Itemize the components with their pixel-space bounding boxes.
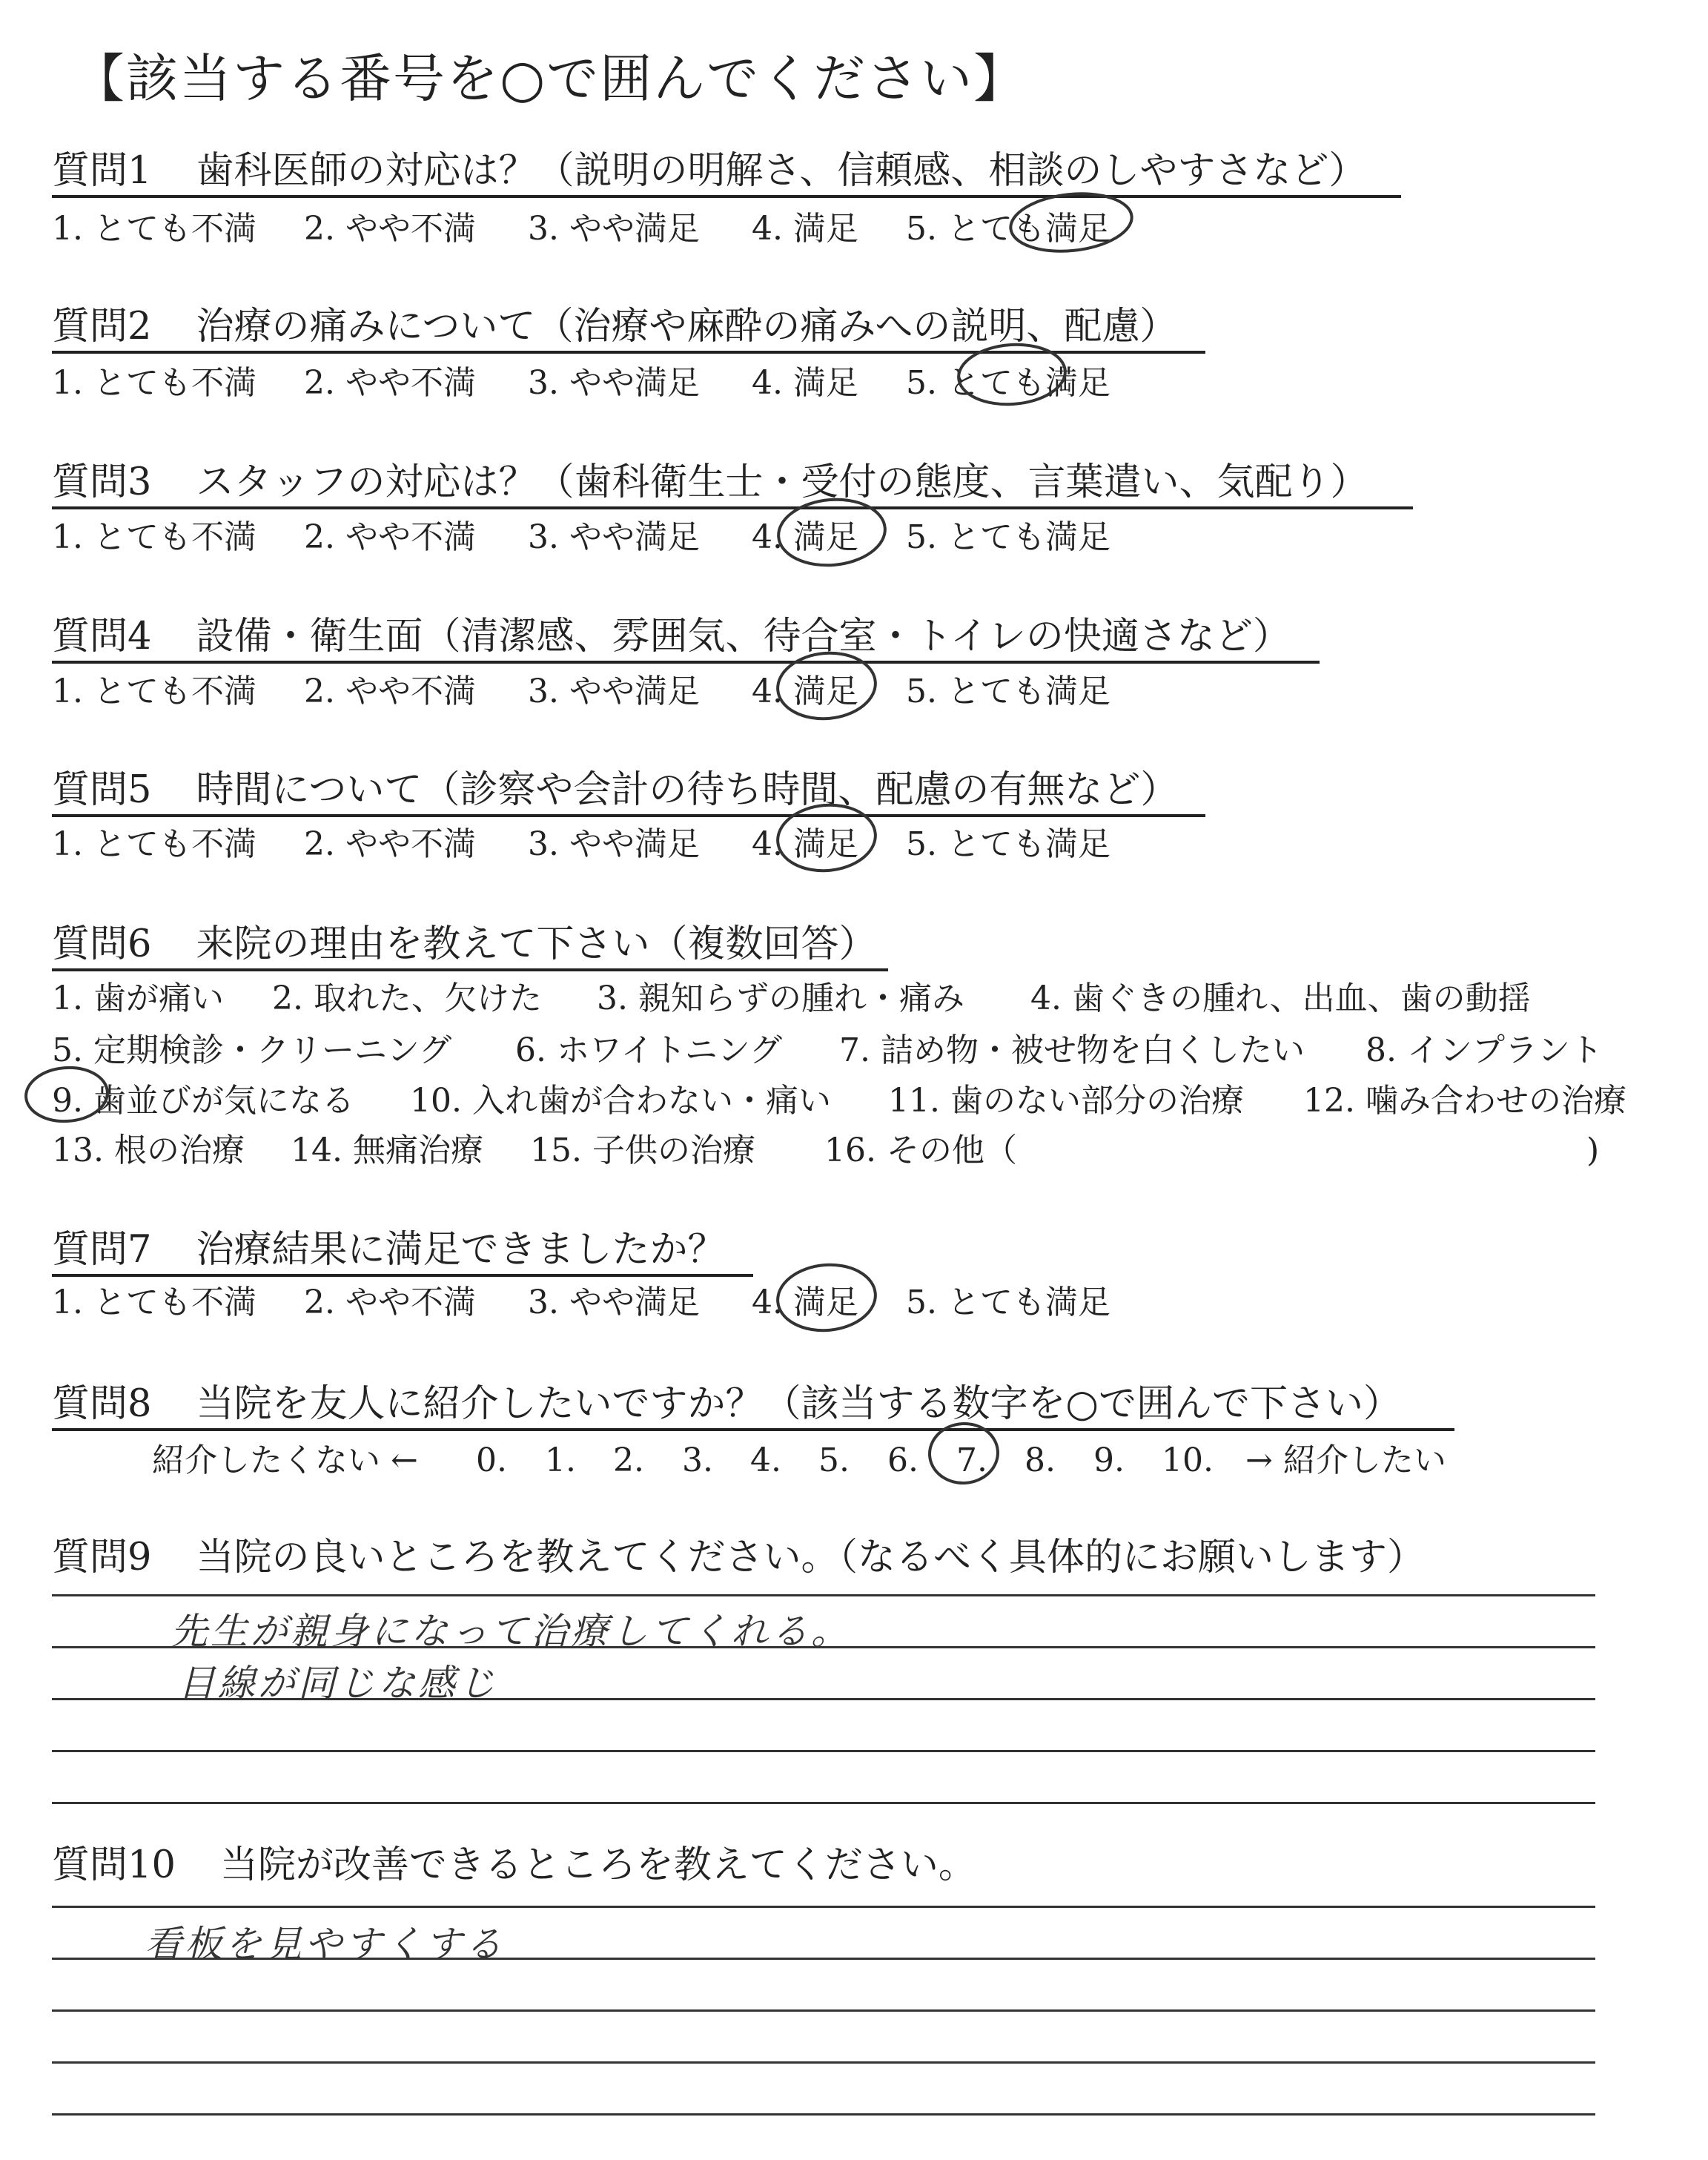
question-6-underline [52,968,888,971]
question-8-underline [52,1428,1454,1431]
q1-option-3[interactable]: 3. やや満足 [528,210,700,248]
question-1-underline [52,195,1401,198]
q4-option-2[interactable]: 2. やや不満 [304,673,476,710]
question-5-underline [52,814,1205,817]
question-10 [52,1843,976,1887]
q1-option-1[interactable]: 1. とても不満 [52,210,256,248]
question-4-text: 設備・衛生面（清潔感、雰囲気、待合室・トイレの快適さなど） [196,615,1291,658]
question-7-text: 治療結果に満足できましたか？ [196,1228,726,1272]
q6-option-16-close: ) [1586,1132,1600,1169]
q6-option-10[interactable]: 10. 入れ歯が合わない・痛い [410,1082,831,1120]
q4-option-1[interactable]: 1. とても不満 [52,673,256,710]
q3-option-3[interactable]: 3. やや満足 [528,518,700,556]
q8-scale-left-label: 紹介したくない ← [152,1441,418,1479]
q5-option-3[interactable]: 3. やや満足 [528,825,700,863]
q7-option-4[interactable]: 4. 満足 [752,1284,858,1321]
q1-option-4[interactable]: 4. 満足 [752,210,858,248]
answer-line [52,1802,1595,1804]
q8-scale-right-label: → 紹介したい [1245,1441,1446,1479]
answer-line [52,1906,1595,1908]
question-7-label: 質問7 [52,1228,152,1272]
q8-number-1[interactable]: 1. [545,1441,576,1479]
answer-line [52,2113,1595,2116]
question-3-underline [52,506,1413,509]
q4-option-3[interactable]: 3. やや満足 [528,673,700,710]
q8-number-0[interactable]: 0. [476,1441,507,1479]
question-2 [52,305,1178,349]
question-1 [52,149,1367,193]
question-3 [52,460,1368,504]
q8-number-10[interactable]: 10. [1162,1441,1214,1479]
answer-line [52,2009,1595,2012]
q2-option-4[interactable]: 4. 満足 [752,364,858,402]
q6-option-16[interactable]: 16. その他（ [824,1132,1017,1169]
q8-scale [0,1441,1708,1482]
q10-handwritten-line-1: 看板を見やすくする [145,1923,505,1966]
question-4-label: 質問4 [52,615,152,658]
question-8-label: 質問8 [52,1382,152,1426]
q6-option-12[interactable]: 12. 噛み合わせの治療 [1303,1082,1626,1120]
question-5-label: 質問5 [52,768,152,812]
q5-option-5[interactable]: 5. とても満足 [906,825,1110,863]
q2-option-3[interactable]: 3. やや満足 [528,364,700,402]
question-6-label: 質問6 [52,922,152,966]
question-5-text: 時間について（診察や会計の待ち時間、配慮の有無など） [196,768,1179,812]
q8-number-4[interactable]: 4. [750,1441,781,1479]
q6-option-7[interactable]: 7. 詰め物・被せ物を白くしたい [839,1031,1305,1069]
question-9 [52,1536,1425,1579]
q4-option-4[interactable]: 4. 満足 [752,673,858,710]
q6-option-5[interactable]: 5. 定期検診・クリーニング [52,1031,452,1069]
question-2-underline [52,351,1205,354]
q5-option-2[interactable]: 2. やや不満 [304,825,476,863]
question-10-text: 当院が改善できるところを教えてください。 [219,1843,976,1887]
q1-option-2[interactable]: 2. やや不満 [304,210,476,248]
q8-number-8[interactable]: 8. [1025,1441,1056,1479]
question-2-label: 質問2 [52,305,152,349]
question-1-text: 歯科医師の対応は？（説明の明解さ、信頼感、相談のしやすさなど） [196,149,1367,193]
question-4 [52,615,1291,658]
q1-option-5[interactable]: 5. とても満足 [906,210,1110,248]
q2-option-1[interactable]: 1. とても不満 [52,364,256,402]
q3-option-4[interactable]: 4. 満足 [752,518,858,556]
q6-option-9[interactable]: 9. 歯並びが気になる [52,1082,354,1120]
q8-number-3[interactable]: 3. [682,1441,713,1479]
q6-option-11[interactable]: 11. 歯のない部分の治療 [888,1082,1244,1120]
question-8-text: 当院を友人に紹介したいですか？（該当する数字を○で囲んで下さい） [196,1382,1401,1426]
q6-option-6[interactable]: 6. ホワイトニング [515,1031,783,1069]
q8-number-5[interactable]: 5. [818,1441,850,1479]
q6-row-2 [52,1031,1638,1071]
question-2-text: 治療の痛みについて（治療や麻酔の痛みへの説明、配慮） [196,305,1178,349]
q7-option-1[interactable]: 1. とても不満 [52,1284,256,1321]
question-1-label: 質問1 [52,149,152,193]
q2-option-2[interactable]: 2. やや不満 [304,364,476,402]
q6-option-1[interactable]: 1. 歯が痛い [52,980,224,1017]
q6-option-15[interactable]: 15. 子供の治療 [530,1132,755,1169]
q7-option-3[interactable]: 3. やや満足 [528,1284,700,1321]
q4-option-5[interactable]: 5. とても満足 [906,673,1110,710]
q8-number-6[interactable]: 6. [887,1441,918,1479]
q6-row-1 [52,982,1638,1020]
question-9-label: 質問9 [52,1536,152,1579]
question-8 [52,1382,1401,1426]
q5-option-4[interactable]: 4. 満足 [752,825,858,863]
q9-handwritten-line-2: 目線が同じな感じ [178,1662,498,1705]
q6-option-14[interactable]: 14. 無痛治療 [291,1132,483,1169]
question-4-underline [52,661,1320,664]
answer-line [52,2061,1595,2064]
question-9-text: 当院の良いところを教えてください。（なるべく具体的にお願いします） [196,1536,1425,1579]
answer-line [52,1594,1595,1596]
q3-option-2[interactable]: 2. やや不満 [304,518,476,556]
q6-option-8[interactable]: 8. インプラント [1366,1031,1603,1069]
q3-option-1[interactable]: 1. とても不満 [52,518,256,556]
q7-option-2[interactable]: 2. やや不満 [304,1284,476,1321]
question-3-label: 質問3 [52,460,152,504]
q2-option-5[interactable]: 5. とても満足 [906,364,1110,402]
answer-line [52,1750,1595,1752]
question-6 [52,922,877,966]
question-5 [52,768,1179,812]
q8-number-9[interactable]: 9. [1093,1441,1125,1479]
question-7-underline [52,1274,753,1277]
q6-option-2[interactable]: 2. 取れた、欠けた [272,980,542,1017]
question-7 [52,1228,726,1272]
form-title: 【該当する番号を○で囲んでください】 [73,48,1027,109]
q8-number-2[interactable]: 2. [613,1441,644,1479]
q6-row-3 [52,1082,1653,1122]
question-10-label: 質問10 [52,1843,176,1887]
q9-handwritten-line-1: 先生が親身になって治療してくれる。 [171,1610,851,1653]
q6-option-3[interactable]: 3. 親知らずの腫れ・痛み [597,980,964,1017]
q6-option-4[interactable]: 4. 歯ぐきの腫れ、出血、歯の動揺 [1030,980,1531,1017]
q6-row-4 [52,1132,1638,1172]
question-3-text: スタッフの対応は？（歯科衛生士・受付の態度、言葉遣い、気配り） [196,460,1368,504]
q8-number-7[interactable]: 7. [956,1441,987,1479]
q6-option-13[interactable]: 13. 根の治療 [52,1132,245,1169]
q3-option-5[interactable]: 5. とても満足 [906,518,1110,556]
q5-option-1[interactable]: 1. とても不満 [52,825,256,863]
q7-option-5[interactable]: 5. とても満足 [906,1284,1110,1321]
question-6-text: 来院の理由を教えて下さい（複数回答） [196,922,877,966]
